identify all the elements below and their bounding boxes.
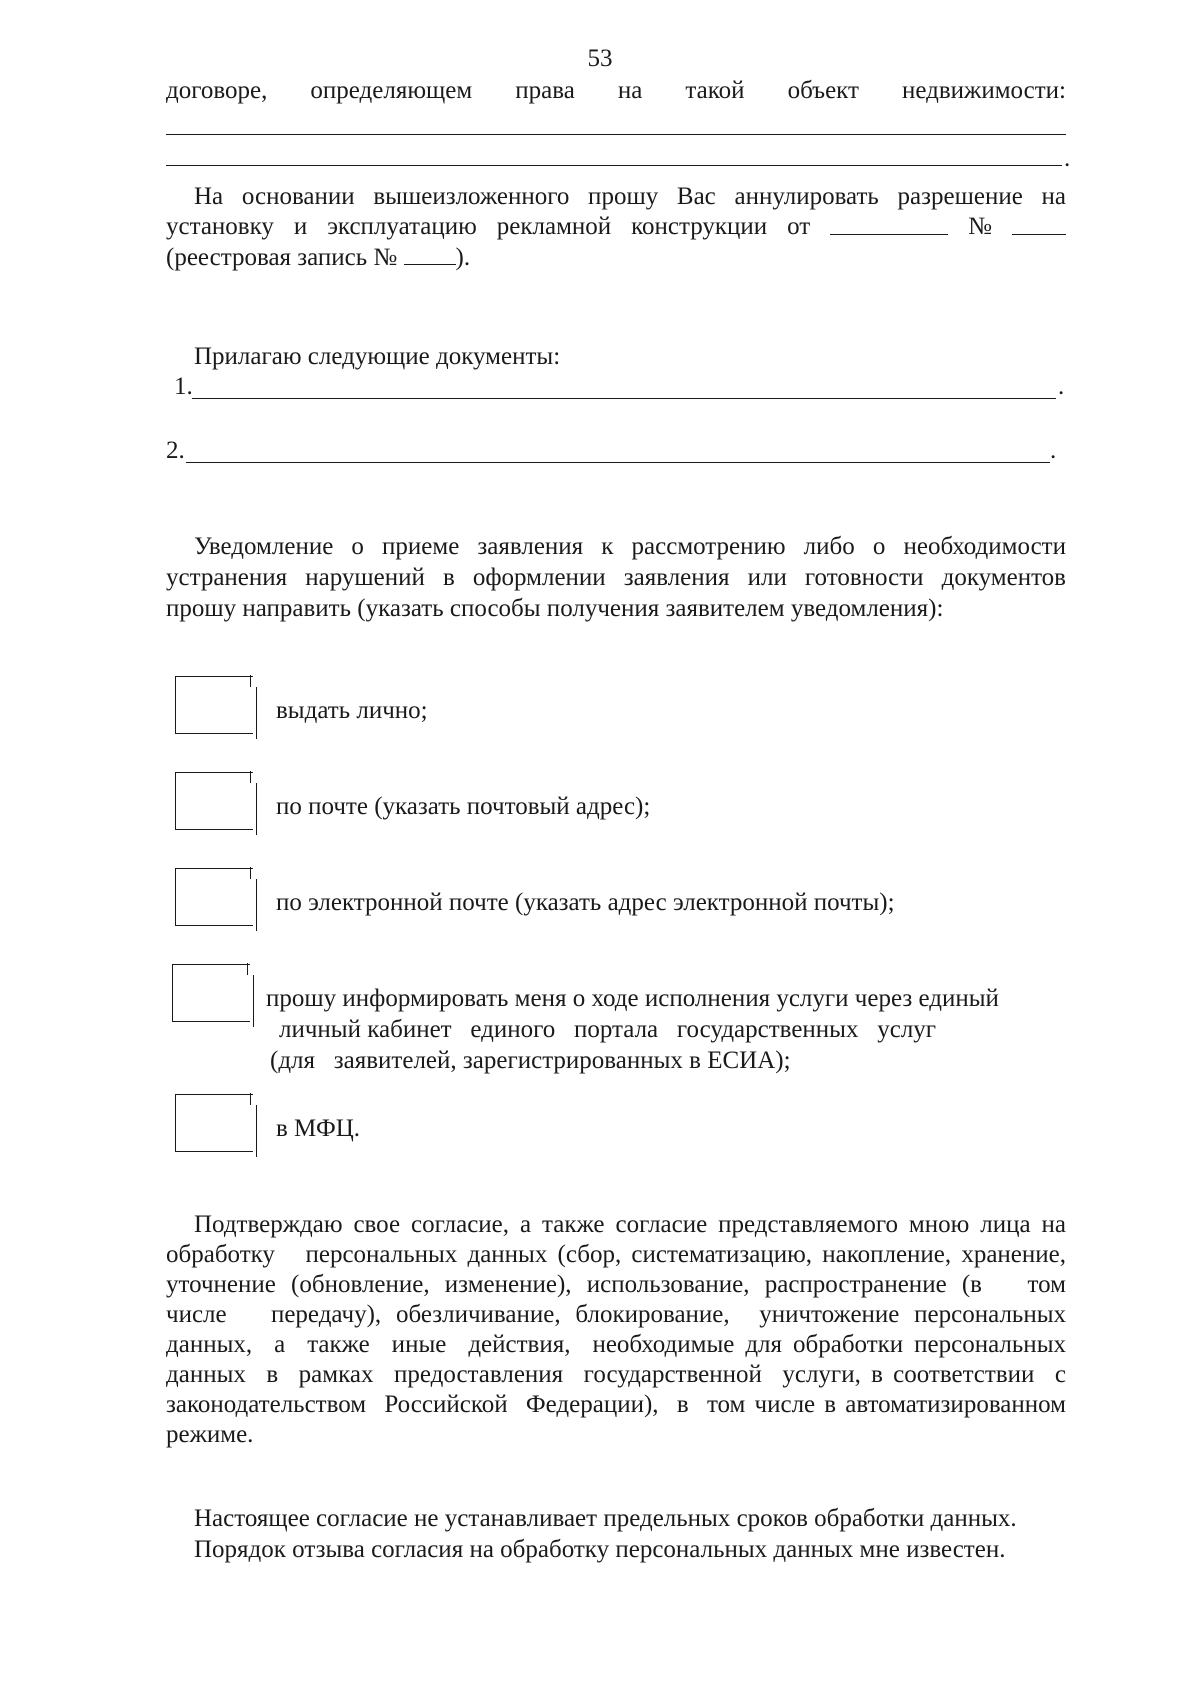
checkbox-by-email[interactable] bbox=[175, 868, 253, 926]
option-label: личный кабинет единого портала государственных услуг bbox=[279, 1016, 937, 1043]
option-label: по электронной почте (указать адрес электронной почты); bbox=[276, 889, 895, 916]
consent-paragraph bbox=[166, 1210, 1066, 1450]
word: недвижимости: bbox=[902, 77, 1066, 104]
registry-number-field[interactable] bbox=[404, 242, 456, 265]
word: эксплуатацию bbox=[327, 213, 477, 240]
line-dot: . bbox=[1058, 373, 1065, 400]
consent-line: режиме. bbox=[166, 1421, 254, 1448]
notice-line-3: прошу направить (указать способы получения заявителем уведомления): bbox=[166, 595, 944, 622]
number-sign: № bbox=[968, 213, 992, 240]
word: установку bbox=[166, 213, 274, 240]
option-label: по почте (указать почтовый адрес); bbox=[276, 793, 651, 820]
line-dot: . bbox=[1050, 437, 1057, 464]
checkbox-in-person[interactable] bbox=[175, 676, 253, 734]
attachment-number: 2. bbox=[166, 437, 185, 464]
checkbox-mfc[interactable] bbox=[175, 1094, 253, 1152]
page-number: 53 bbox=[587, 45, 613, 72]
word: объект bbox=[787, 77, 859, 104]
consent-line: обработку персональных данных (сбор, систематизацию, накопление, хранение, bbox=[166, 1241, 1066, 1268]
consent-line: данных, а также иные действия, необходимые для обработки персональных bbox=[166, 1331, 1066, 1358]
word: договоре, bbox=[166, 77, 268, 104]
attachment-field-2[interactable] bbox=[186, 462, 1050, 463]
final-line-2: Порядок отзыва согласия на обработку персональных данных мне известен. bbox=[194, 1536, 1006, 1563]
consent-line: числе передачу), обезличивание, блокирование, уничтожение персональных bbox=[166, 1301, 1066, 1328]
consent-line: уточнение (обновление, изменение), использование, распространение (в том bbox=[166, 1271, 1066, 1298]
annul-line-2 bbox=[166, 212, 1066, 242]
fill-line[interactable] bbox=[166, 134, 1066, 135]
date-field[interactable] bbox=[830, 212, 948, 235]
final-line-1: Настоящее согласие не устанавливает предельных сроков обработки данных. bbox=[194, 1505, 1017, 1532]
annul-line-1: На основании вышеизложенного прошу Вас аннулировать разрешение на bbox=[194, 183, 1066, 210]
notice-line-1: Уведомление о приеме заявления к рассмотрению либо о необходимости bbox=[194, 533, 1066, 560]
word: от bbox=[787, 213, 811, 240]
checkbox-gosuslugi-account[interactable] bbox=[172, 964, 250, 1022]
notice-line-2: устранения нарушений в оформлении заявления или готовности документов bbox=[166, 564, 1066, 591]
line-dot: . bbox=[1064, 145, 1071, 172]
fill-line[interactable] bbox=[166, 165, 1062, 166]
consent-line: данных в рамках предоставления государственной услуги, в соответствии с bbox=[166, 1361, 1066, 1388]
option-label: прошу информировать меня о ходе исполнения услуги через единый bbox=[266, 985, 999, 1012]
consent-line: законодательством Российской Федерации), в том числе в автоматизированном bbox=[166, 1391, 1066, 1418]
word: определяющем bbox=[310, 77, 473, 104]
word: права bbox=[515, 77, 575, 104]
attachments-heading: Прилагаю следующие документы: bbox=[194, 343, 561, 370]
attachment-number: 1. bbox=[174, 373, 193, 400]
annul-line-3: (реестровая запись № ). bbox=[166, 244, 471, 271]
word: рекламной bbox=[496, 213, 612, 240]
option-label: (для заявителей, зарегистрированных в ЕСИА); bbox=[270, 1047, 791, 1074]
permit-number-field[interactable] bbox=[1012, 212, 1066, 235]
consent-line: Подтверждаю свое согласие, а также согласие представляемого мною лица на bbox=[194, 1211, 1066, 1238]
word: и bbox=[293, 213, 308, 240]
word: на bbox=[617, 77, 643, 104]
word: такой bbox=[685, 77, 745, 104]
option-label: выдать лично; bbox=[276, 697, 428, 724]
attachment-field-1[interactable] bbox=[192, 398, 1056, 399]
option-label: в МФЦ. bbox=[276, 1115, 361, 1142]
checkbox-by-post[interactable] bbox=[175, 772, 253, 830]
word: конструкции bbox=[631, 213, 768, 240]
top-line bbox=[166, 76, 1066, 106]
